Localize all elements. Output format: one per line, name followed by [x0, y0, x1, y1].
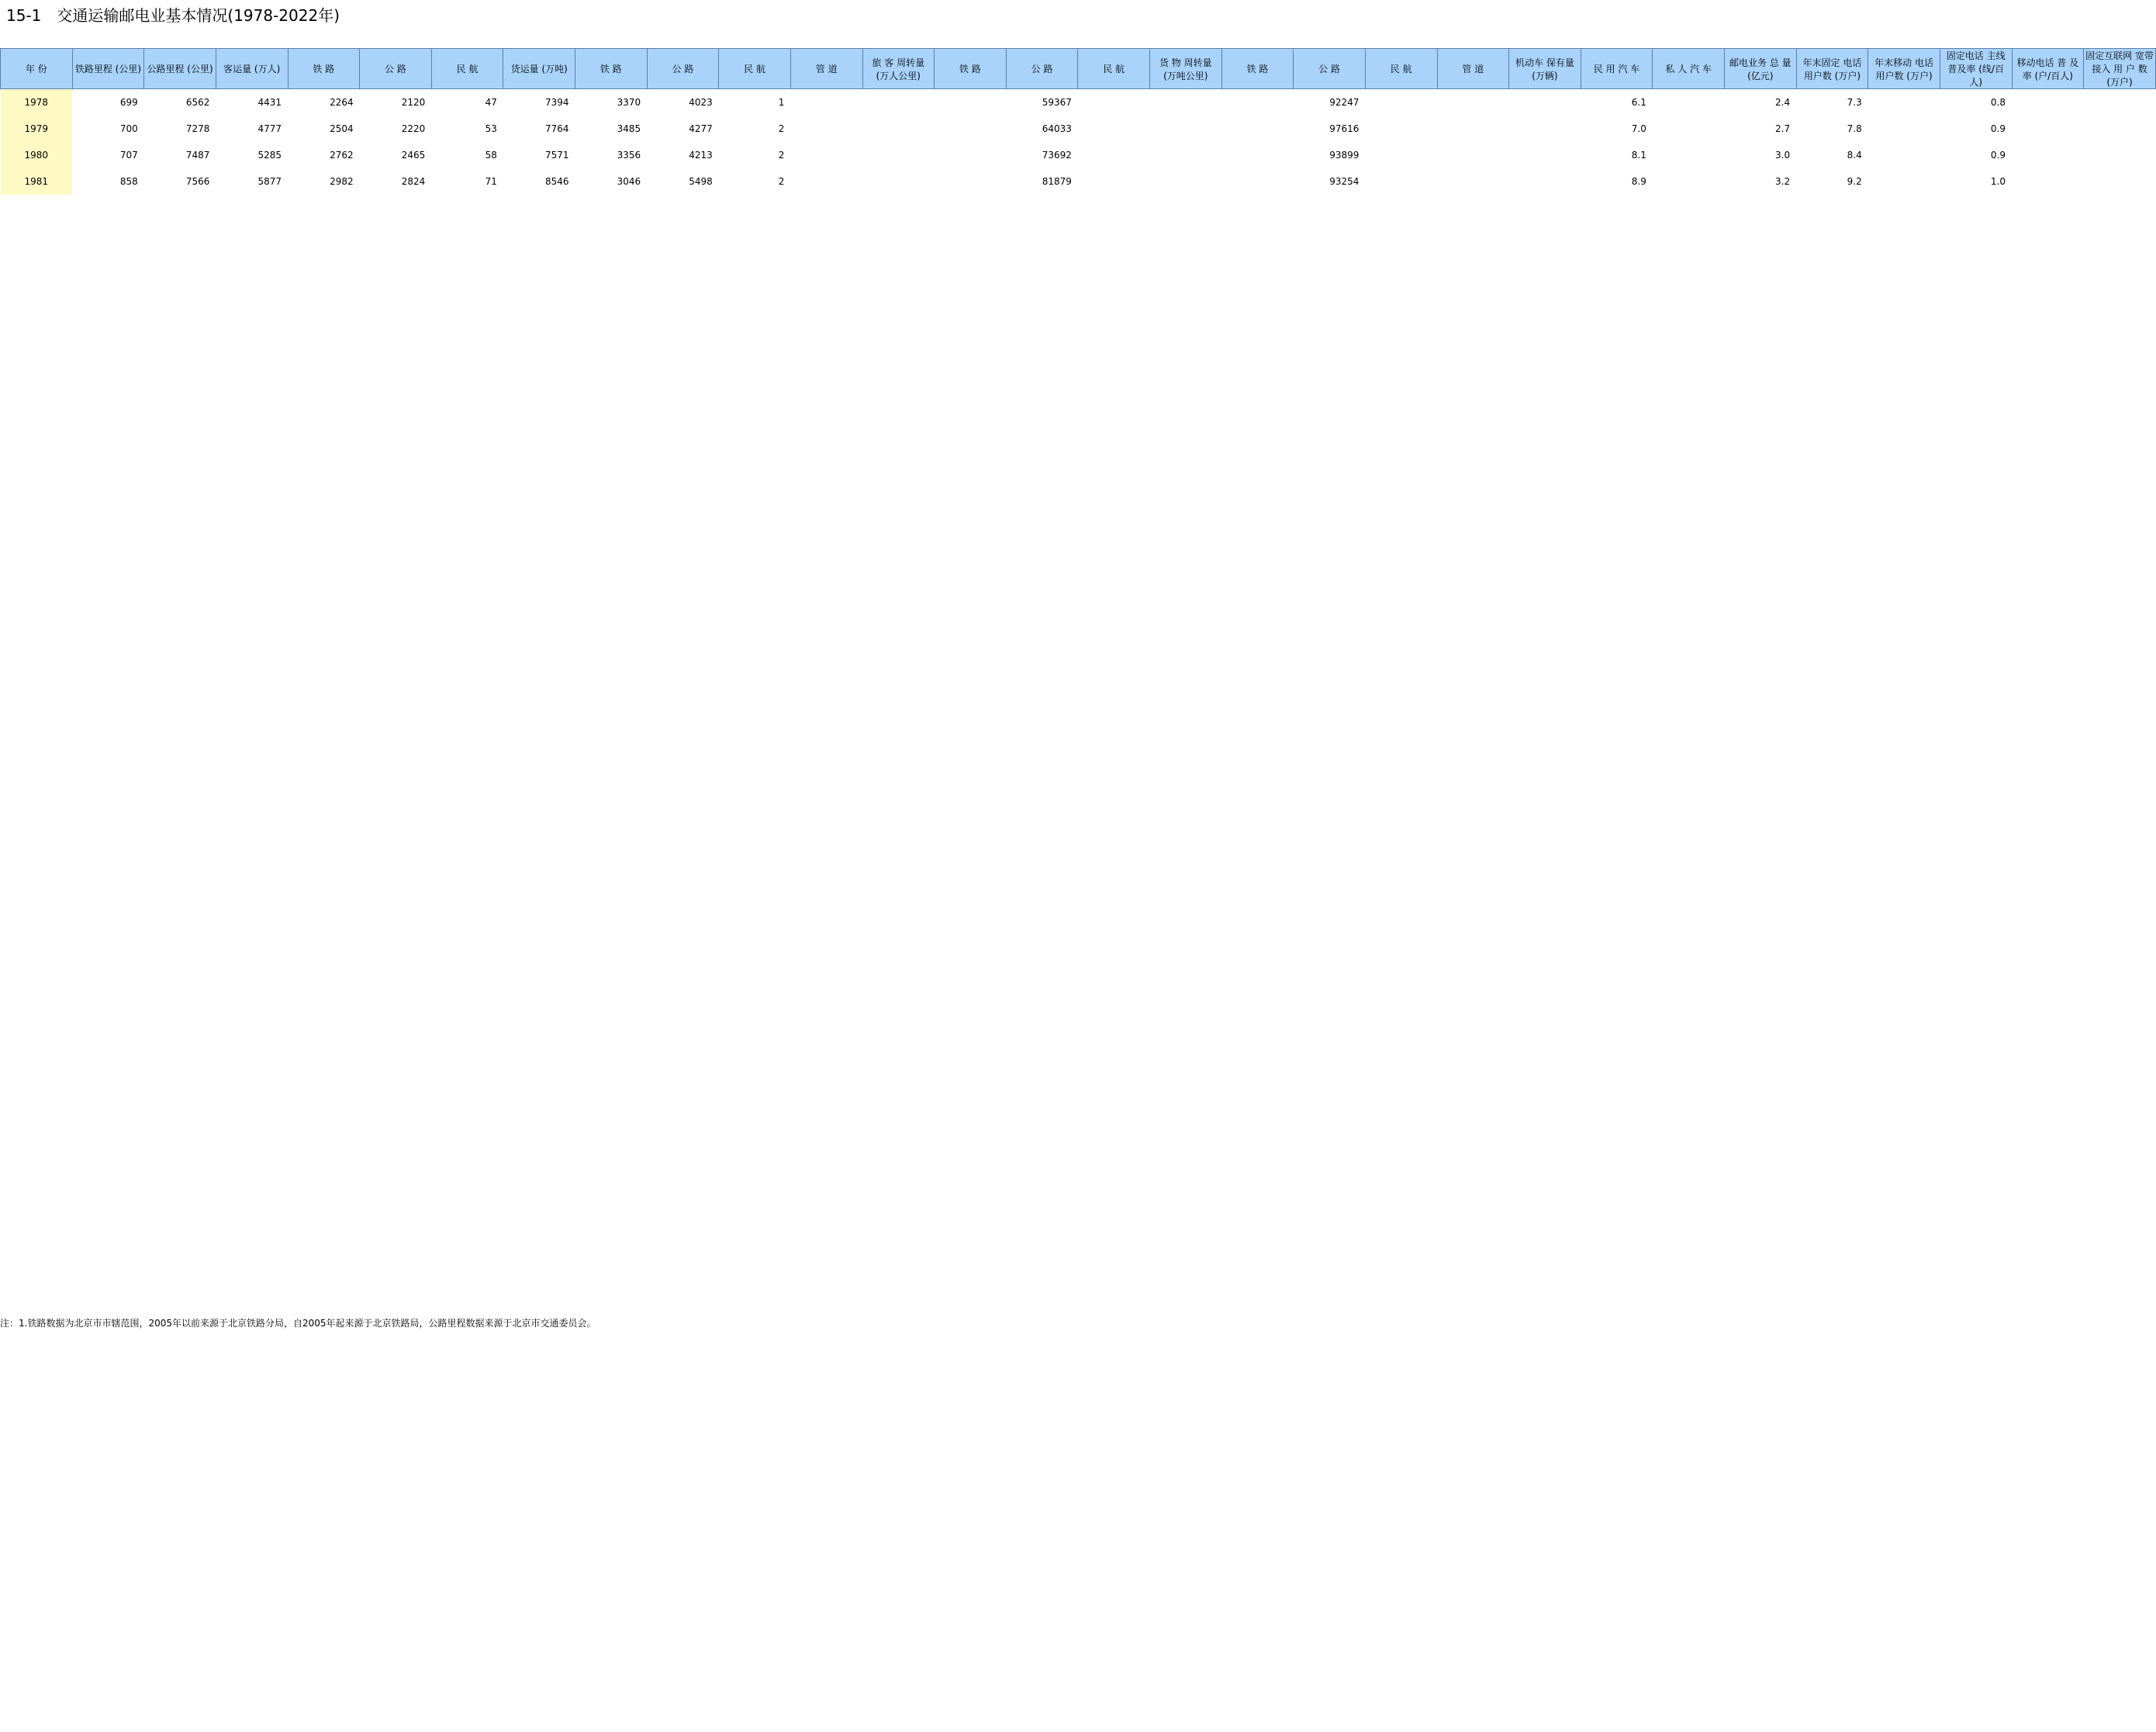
- table-cell: [2012, 116, 2084, 142]
- table-row: [1, 142, 2156, 168]
- table-cell: [790, 116, 862, 142]
- table-cell: [1150, 89, 1222, 116]
- table-cell: [1868, 116, 1940, 142]
- table-cell: [935, 89, 1007, 116]
- table-cell: 9.2: [1847, 176, 1862, 187]
- table-cell: 5285: [257, 150, 282, 161]
- table-cell: [1437, 142, 1509, 168]
- table-cell: 3485: [617, 123, 641, 134]
- column-header: 公 路: [1006, 49, 1078, 89]
- table-cell: [1365, 116, 1437, 142]
- table-cell: [2084, 142, 2156, 168]
- column-header: 旅 客 周转量 (万人公里): [862, 49, 935, 89]
- table-cell: [862, 142, 935, 168]
- table-cell: [935, 142, 1007, 168]
- table-cell: [1078, 142, 1150, 168]
- table-cell: 5498: [689, 176, 713, 187]
- table-title: 15-1 交通运输邮电业基本情况(1978-2022年): [6, 6, 340, 25]
- table-cell: 858: [119, 176, 138, 187]
- table-cell: 8.9: [1631, 176, 1646, 187]
- table-cell: 7278: [185, 123, 210, 134]
- table-cell: [1365, 89, 1437, 116]
- table-cell: [935, 116, 1007, 142]
- table-cell: 2982: [330, 176, 354, 187]
- column-header: 铁路里程 (公里): [72, 49, 144, 89]
- table-cell: [790, 142, 862, 168]
- table-cell: [862, 116, 935, 142]
- table-cell: [1365, 142, 1437, 168]
- table-cell: 1.0: [1990, 176, 2006, 187]
- column-header: 货 物 周转量 (万吨公里): [1150, 49, 1222, 89]
- column-header: 民 航: [1078, 49, 1150, 89]
- table-cell: 7394: [544, 97, 569, 108]
- table-cell: 7.3: [1847, 97, 1862, 108]
- table-cell: [1509, 168, 1581, 195]
- table-cell: [2012, 142, 2084, 168]
- column-header: 管 道: [1437, 49, 1509, 89]
- table-row: [1, 116, 2156, 142]
- table-cell: 4213: [689, 150, 713, 161]
- column-header: 私 人 汽 车: [1653, 49, 1725, 89]
- column-header: 民 航: [431, 49, 503, 89]
- table-cell: 2465: [401, 150, 426, 161]
- table-cell: [1868, 89, 1940, 116]
- table-cell: [2084, 116, 2156, 142]
- table-cell: 7487: [185, 150, 210, 161]
- table-cell: 3.2: [1775, 176, 1791, 187]
- table-cell: [935, 168, 1007, 195]
- table-cell: [1221, 142, 1294, 168]
- table-cell: 8546: [544, 176, 569, 187]
- column-header: 公路里程 (公里): [144, 49, 216, 89]
- table-cell: 58: [485, 150, 497, 161]
- table-row: [1, 89, 2156, 116]
- table-cell: [1653, 89, 1725, 116]
- column-header: 铁 路: [935, 49, 1007, 89]
- table-cell: 59367: [1042, 97, 1072, 108]
- table-cell: [862, 89, 935, 116]
- table-cell: 2: [778, 150, 785, 161]
- table-cell: 0.9: [1990, 150, 2006, 161]
- column-header: 管 道: [790, 49, 862, 89]
- table-cell: 7.8: [1847, 123, 1862, 134]
- column-header: 年 份: [1, 49, 73, 89]
- table-cell: 2264: [330, 97, 354, 108]
- table-cell: [1653, 142, 1725, 168]
- table-cell: [1221, 89, 1294, 116]
- table-cell: 7.0: [1631, 123, 1646, 134]
- table-cell: 6562: [185, 97, 210, 108]
- table-cell: 2504: [330, 123, 354, 134]
- column-header: 铁 路: [575, 49, 648, 89]
- table-cell: [2012, 89, 2084, 116]
- notes: [0, 1311, 636, 1336]
- column-header: 年末固定 电话用户数 (万户): [1796, 49, 1868, 89]
- column-header: 机动车 保有量 (万辆): [1509, 49, 1581, 89]
- table-cell: 53: [485, 123, 497, 134]
- table-cell: 2762: [330, 150, 354, 161]
- table-cell: 2: [778, 123, 785, 134]
- table-cell: [1653, 116, 1725, 142]
- table-cell: [1653, 168, 1725, 195]
- table-cell: 3370: [617, 97, 641, 108]
- table-cell: 7764: [544, 123, 569, 134]
- column-header: 固定互联网 宽带接入 用 户 数 (万户): [2084, 49, 2156, 89]
- table-cell: 1: [778, 97, 785, 108]
- table-cell: 1981: [1, 168, 73, 195]
- table-cell: 71: [485, 176, 497, 187]
- table-cell: [1078, 89, 1150, 116]
- table-cell: 92247: [1329, 97, 1360, 108]
- table-cell: 3.0: [1775, 150, 1791, 161]
- table-cell: 2824: [401, 176, 426, 187]
- table-cell: 81879: [1042, 176, 1072, 187]
- table-cell: 7566: [185, 176, 210, 187]
- table-cell: [1221, 116, 1294, 142]
- table-cell: 64033: [1042, 123, 1072, 134]
- table-cell: [1078, 116, 1150, 142]
- table-cell: 8.1: [1631, 150, 1646, 161]
- table-cell: 1978: [1, 89, 73, 116]
- table-cell: [1509, 89, 1581, 116]
- table-cell: [790, 168, 862, 195]
- table-cell: 2.7: [1775, 123, 1791, 134]
- column-header: 民 航: [1365, 49, 1437, 89]
- table-cell: 3046: [617, 176, 641, 187]
- table-cell: [1437, 116, 1509, 142]
- column-header: 民 航: [719, 49, 791, 89]
- table-cell: [862, 168, 935, 195]
- table-cell: 5877: [257, 176, 282, 187]
- table-cell: 97616: [1329, 123, 1360, 134]
- table-cell: 93899: [1329, 150, 1360, 161]
- column-header: 货运量 (万吨): [503, 49, 575, 89]
- table-cell: 3356: [617, 150, 641, 161]
- table-cell: [790, 89, 862, 116]
- table-cell: [2084, 89, 2156, 116]
- table-cell: 699: [119, 97, 138, 108]
- column-header: 固定电话 主线普及率 (线/百人): [1940, 49, 2012, 89]
- column-header: 民 用 汽 车: [1581, 49, 1653, 89]
- table-cell: 47: [485, 97, 497, 108]
- column-header: 公 路: [360, 49, 432, 89]
- column-header: 移动电话 普 及 率 (户/百人): [2012, 49, 2084, 89]
- table-cell: 700: [119, 123, 138, 134]
- table-cell: [1150, 142, 1222, 168]
- table-cell: 1980: [1, 142, 73, 168]
- table-row: [1, 168, 2156, 195]
- column-header: 公 路: [1294, 49, 1366, 89]
- column-header: 铁 路: [288, 49, 360, 89]
- table-cell: 707: [119, 150, 138, 161]
- table-cell: 1979: [1, 116, 73, 142]
- table-cell: 8.4: [1847, 150, 1862, 161]
- table-cell: 2.4: [1775, 97, 1791, 108]
- table-cell: [2012, 168, 2084, 195]
- column-header: 公 路: [647, 49, 719, 89]
- table-cell: [1437, 168, 1509, 195]
- column-header: 铁 路: [1221, 49, 1294, 89]
- table-cell: 4277: [689, 123, 713, 134]
- table-cell: [1437, 89, 1509, 116]
- table-cell: [1150, 168, 1222, 195]
- table-cell: [2084, 168, 2156, 195]
- table-cell: 4023: [689, 97, 713, 108]
- table-cell: [1078, 168, 1150, 195]
- table-cell: 2: [778, 176, 785, 187]
- table-cell: [1868, 168, 1940, 195]
- table-cell: 6.1: [1631, 97, 1646, 108]
- table-cell: 4431: [257, 97, 282, 108]
- column-header: 客运量 (万人): [216, 49, 288, 89]
- table-cell: 2220: [401, 123, 426, 134]
- data-table: [0, 48, 2156, 195]
- column-header: 年末移动 电话用户数 (万户): [1868, 49, 1940, 89]
- table-cell: [1365, 168, 1437, 195]
- table-cell: [1221, 168, 1294, 195]
- table-cell: 7571: [544, 150, 569, 161]
- table-cell: 73692: [1042, 150, 1072, 161]
- note-line: 注：1.铁路数据为北京市市辖范围，2005年以前来源于北京铁路分局，自2005年起来源于北京铁路局，公路里程数据来源于北京市交通委员会。: [0, 1318, 596, 1329]
- table-cell: [1150, 116, 1222, 142]
- table-cell: 0.9: [1990, 123, 2006, 134]
- table-cell: [1509, 116, 1581, 142]
- table-cell: 4777: [257, 123, 282, 134]
- table-cell: 0.8: [1990, 97, 2006, 108]
- table-cell: [1509, 142, 1581, 168]
- table-cell: 2120: [401, 97, 426, 108]
- table-cell: 93254: [1329, 176, 1360, 187]
- column-header: 邮电业务 总 量 (亿元): [1725, 49, 1797, 89]
- table-cell: [1868, 142, 1940, 168]
